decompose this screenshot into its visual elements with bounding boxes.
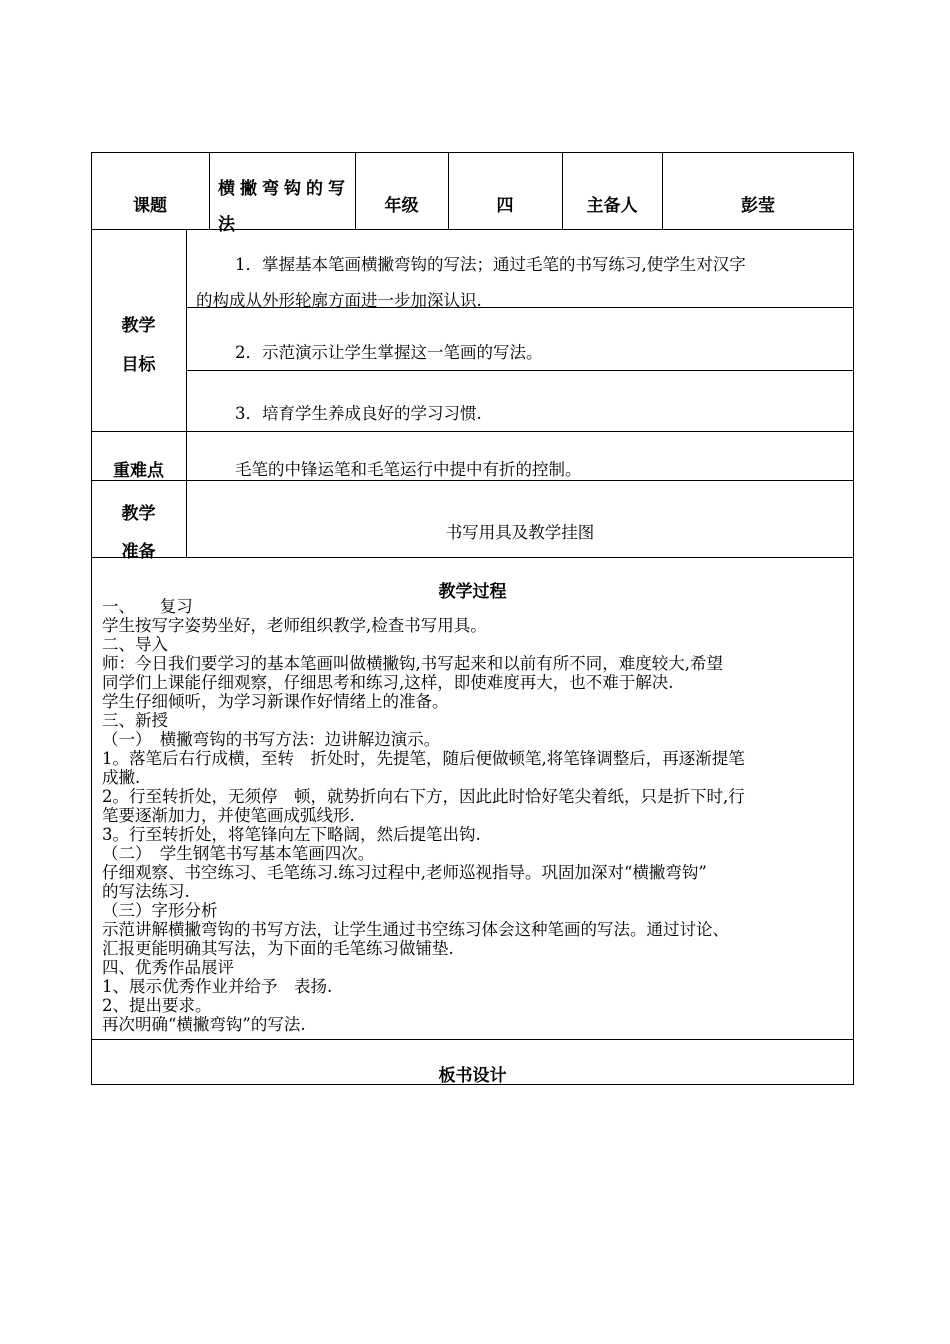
process-line: （二） 学生钢笔书写基本笔画四次。 xyxy=(102,844,375,863)
process-line: 同学们上课能仔细观察，仔细思考和练习,这样，即使难度再大，也不难于解决. xyxy=(102,673,674,692)
board-design-title: 板书设计 xyxy=(438,1066,507,1086)
process-line: 的写法练习. xyxy=(102,882,190,901)
process-line: 2。行至转折处，无须停 顿，就势折向右下方，因此此时恰好笔尖着纸，只是折下时,行 xyxy=(102,787,745,806)
process-line: 1、展示优秀作业并给予 表扬. xyxy=(102,977,333,996)
process-line: 3。行至转折处，将笔锋向左下略阔，然后提笔出钩. xyxy=(102,825,481,844)
topic-value-line2: 法 xyxy=(218,215,235,235)
preparation-value: 书写用具及教学挂图 xyxy=(445,523,595,542)
process-line: 一、 复习 xyxy=(102,597,193,616)
process-line: （三）字形分析 xyxy=(102,901,218,920)
rule-objective-2 xyxy=(186,370,854,371)
preparation-label-line2: 准备 xyxy=(121,542,156,562)
process-line: 四、优秀作品展评 xyxy=(102,958,234,977)
process-line: 1。落笔后右行成横，至转 折处时，先提笔，随后便做顿笔,将笔锋调整后，再逐渐提笔 xyxy=(102,749,745,768)
topic-value-line1: 横撇弯钩的写 xyxy=(218,179,350,199)
objectives-label-line2: 目标 xyxy=(121,355,156,375)
objectives-label-line1: 教学 xyxy=(121,316,156,336)
process-line: 示范讲解横撇弯钩的书写方法，让学生通过书空练习体会这种笔画的写法。通过讨论、 xyxy=(102,920,729,939)
rule-keypoints-bottom xyxy=(91,480,854,481)
objective-item-1-line2: 的构成从外形轮廓方面进一步加深认识. xyxy=(196,291,482,310)
process-line: 2、提出要求。 xyxy=(102,996,212,1015)
preparer-value: 彭莹 xyxy=(741,196,775,216)
rule-process-bottom xyxy=(91,1039,854,1040)
grade-value: 四 xyxy=(496,196,514,216)
process-line: 师：今日我们要学习的基本笔画叫做横撇钩,书写起来和以前有所不同，难度较大,希望 xyxy=(102,654,723,673)
topic-label: 课题 xyxy=(133,196,167,216)
preparer-label: 主备人 xyxy=(586,196,638,216)
rule-header-col-1 xyxy=(209,152,210,229)
process-title: 教学过程 xyxy=(438,582,507,602)
process-line: 汇报更能明确其写法，为下面的毛笔练习做铺垫. xyxy=(102,939,454,958)
key-points-value: 毛笔的中锋运笔和毛笔运行中提中有折的控制。 xyxy=(235,460,582,479)
rule-label-column xyxy=(186,229,187,557)
process-line: 学生按写字姿势坐好，老师组织教学,检查书写用具。 xyxy=(102,616,487,635)
objective-item-2: 2．示范演示让学生掌握这一笔画的写法。 xyxy=(235,343,543,362)
process-line: 二、导入 xyxy=(102,635,168,654)
objective-item-1-line1: 1．掌握基本笔画横撇弯钩的写法；通过毛笔的书写练习,使学生对汉字 xyxy=(235,255,746,274)
process-line: 三、新授 xyxy=(102,711,168,730)
rule-objectives-bottom xyxy=(91,431,854,432)
process-line: 仔细观察、书空练习、毛笔练习.练习过程中,老师巡视指导。巩固加深对“横撇弯钩” xyxy=(102,863,707,882)
preparation-label-line1: 教学 xyxy=(121,504,156,524)
process-line: 学生仔细倾听，为学习新课作好情绪上的准备。 xyxy=(102,692,449,711)
objective-item-3: 3．培育学生养成良好的学习习惯. xyxy=(235,404,482,423)
process-line: 成撇. xyxy=(102,768,141,787)
grade-label: 年级 xyxy=(384,196,419,216)
key-points-label: 重难点 xyxy=(113,461,164,481)
rule-header-bottom xyxy=(91,229,854,230)
process-line: （一） 横撇弯钩的书写方法：边讲解边演示。 xyxy=(102,730,441,749)
process-line: 再次明确“横撇弯钩”的写法. xyxy=(102,1015,306,1034)
process-line: 笔要逐渐加力，并使笔画成弧线形. xyxy=(102,806,355,825)
rule-preparation-bottom xyxy=(91,557,854,558)
